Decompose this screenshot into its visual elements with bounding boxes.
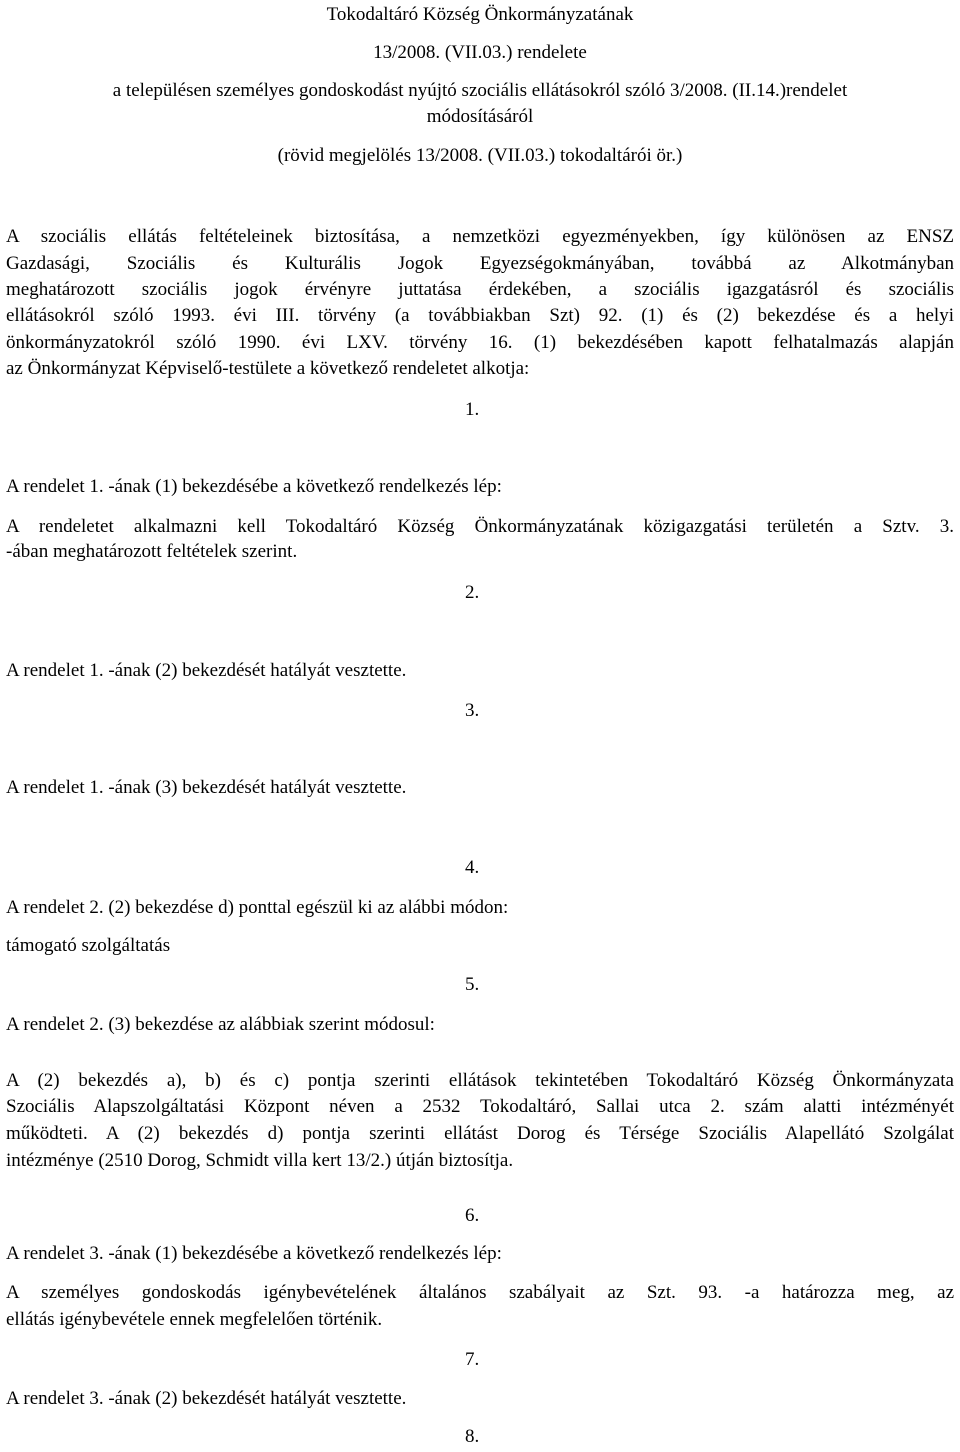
- section-4-intro: A rendelet 2. (2) bekezdése d) ponttal egészül ki az alábbi módon:: [6, 897, 509, 918]
- preamble-line-3: meghatározott szociális jogok érvényre juttatása érdekében, a szociális igazgatásról és szociális: [6, 279, 954, 300]
- preamble-line-4: ellátásokról szóló 1993. évi III. törvény (a továbbiakban Szt) 92. (1) és (2) bekezdése és a helyi: [6, 305, 954, 326]
- section-4-title: 4.: [465, 857, 480, 878]
- section-5-text-3: működteti. A (2) bekezdés d) pontja szerinti ellátást Dorog és Térsége Szociális Alapellátó Szolgálat: [6, 1123, 954, 1144]
- section-2-title: 2.: [465, 582, 480, 603]
- section-3-title: 3.: [465, 700, 480, 721]
- header-line-5: (rövid megjelölés 13/2008. (VII.03.) tokodaltárói ör.): [277, 145, 683, 166]
- header-line-3: a településen személyes gondoskodást nyújtó szociális ellátásokról szóló 3/2008. (II.14.)rendelet: [112, 80, 848, 101]
- section-8-title: 8.: [465, 1426, 480, 1447]
- section-5-intro: A rendelet 2. (3) bekezdése az alábbiak szerint módosul:: [6, 1014, 435, 1035]
- preamble-line-6: az Önkormányzat Képviselő-testülete a következő rendeletet alkotja:: [6, 358, 530, 379]
- section-6-intro: A rendelet 3. -ának (1) bekezdésébe a következő rendelkezés lép:: [6, 1243, 502, 1264]
- section-6-text-2: ellátás igénybevétele ennek megfelelően történik.: [6, 1309, 383, 1330]
- preamble-line-1: A szociális ellátás feltételeinek biztosítása, a nemzetközi egyezményekben, így különösen az ENSZ: [6, 226, 954, 247]
- preamble-line-2: Gazdasági, Szociális és Kulturális Jogok Egyezségokmányában, továbbá az Alkotmányban: [6, 253, 954, 274]
- header-line-2: 13/2008. (VII.03.) rendelete: [373, 42, 587, 63]
- section-7-text: A rendelet 3. -ának (2) bekezdését hatályát vesztette.: [6, 1388, 407, 1409]
- section-5-text-2: Szociális Alapszolgáltatási Központ néven a 2532 Tokodaltáró, Sallai utca 2. szám alatti intézményét: [6, 1096, 954, 1117]
- preamble-line-5: önkormányzatokról szóló 1990. évi LXV. törvény 16. (1) bekezdésében kapott felhatalmazás alapján: [6, 332, 954, 353]
- section-1-text-2: -ában meghatározott feltételek szerint.: [6, 541, 298, 562]
- section-5-title: 5.: [465, 974, 480, 995]
- header-line-1: Tokodaltáró Község Önkormányzatának: [326, 4, 634, 25]
- section-5-text-1: A (2) bekezdés a), b) és c) pontja szerinti ellátások tekintetében Tokodaltáró Község Önkormányzata: [6, 1070, 954, 1091]
- section-2-text: A rendelet 1. -ának (2) bekezdését hatályát vesztette.: [6, 660, 407, 681]
- section-6-text-1: A személyes gondoskodás igénybevételének általános szabályait az Szt. 93. -a határozza meg, az: [6, 1282, 954, 1303]
- section-1-title: 1.: [465, 399, 480, 420]
- section-4-text: támogató szolgáltatás: [6, 935, 171, 956]
- section-6-title: 6.: [465, 1205, 480, 1226]
- section-1-text-1: A rendeletet alkalmazni kell Tokodaltáró Község Önkormányzatának közigazgatási területén a Sztv. 3.: [6, 516, 954, 537]
- section-7-title: 7.: [465, 1349, 480, 1370]
- section-3-text: A rendelet 1. -ának (3) bekezdését hatályát vesztette.: [6, 777, 407, 798]
- section-1-intro: A rendelet 1. -ának (1) bekezdésébe a következő rendelkezés lép:: [6, 476, 502, 497]
- section-5-text-4: intézménye (2510 Dorog, Schmidt villa kert 13/2.) útján biztosítja.: [6, 1150, 514, 1171]
- header-line-4: módosításáról: [426, 106, 534, 127]
